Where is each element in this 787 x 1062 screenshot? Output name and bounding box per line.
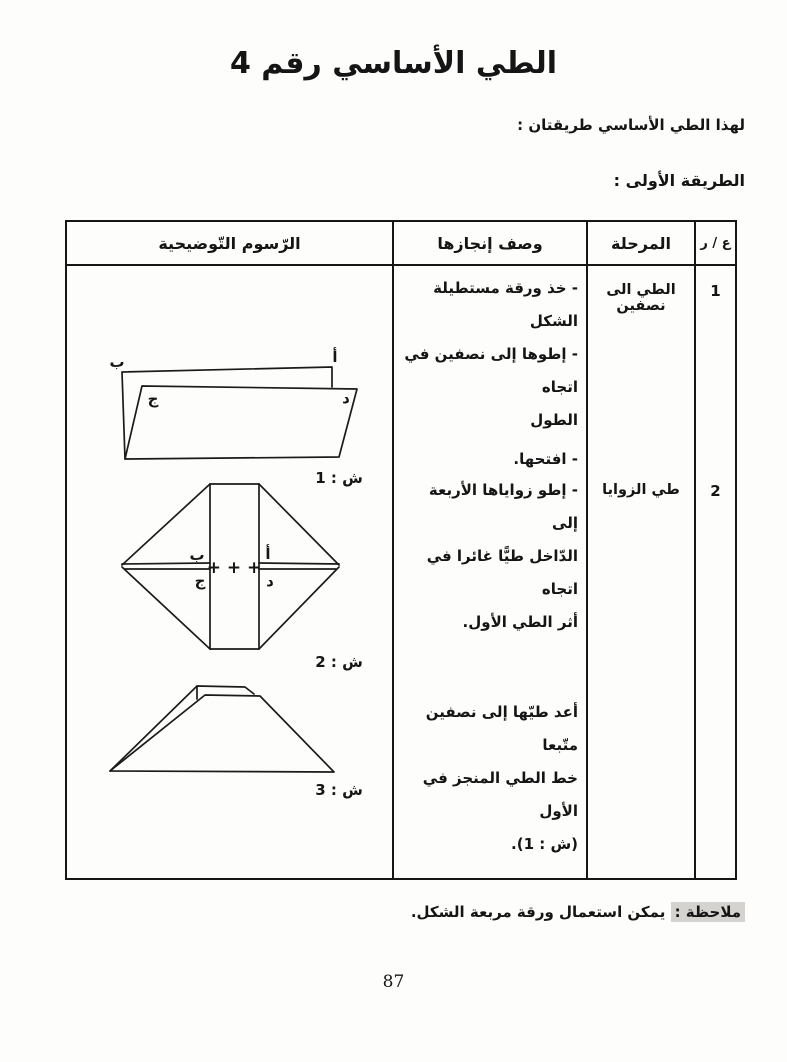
fig2-label-d: د [266, 572, 274, 590]
fig2-label-b: ب [189, 546, 205, 564]
drawings-column [67, 266, 392, 878]
fig2-plus-marks: + + + [206, 558, 262, 578]
fig1-label-a: أ [332, 348, 338, 366]
description-line: خط الطي المنجز في الأول [422, 769, 578, 820]
fold-steps-table [65, 220, 737, 880]
table-body [67, 266, 735, 878]
index-column [694, 266, 735, 878]
figure-2-corners-folded [122, 484, 363, 671]
description-column [392, 266, 586, 878]
description-line: - إطوها إلى نصفين في اتجاه [404, 345, 578, 396]
header-drawings: الرّسوم التّوضيحية [158, 233, 301, 253]
fig1-label-b: ب [109, 353, 125, 371]
fig2-label-a: أ [265, 545, 271, 563]
method-heading: الطريقة الأولى : [613, 171, 745, 190]
description-line: (ش : 1). [511, 835, 578, 853]
footnote [411, 903, 745, 921]
fig2-label-j: ج [194, 572, 206, 590]
description-line: - افتحها. [513, 450, 578, 468]
figure-3-refolded-sheet [110, 686, 363, 799]
fig2-caption: ش : 2 [315, 653, 363, 671]
page-number: 87 [382, 972, 405, 992]
stage-2-label: طي الزوايا [602, 482, 680, 498]
fold-diagrams [77, 266, 392, 881]
header-description: وصف إنجازها [392, 222, 586, 264]
stage-1-label: الطي الى نصفين [606, 282, 676, 314]
description-line: الطول [530, 411, 578, 429]
description-step-3 [402, 696, 578, 861]
header-stage: المرحلة [586, 222, 694, 264]
fig1-label-j: ج [147, 390, 159, 408]
figure-1-folded-sheet [109, 347, 362, 487]
step-number-1: 1 [710, 282, 721, 300]
description-line: الدّاخل طيًّا غائرا في اتجاه [426, 547, 578, 598]
fig1-caption: ش : 1 [315, 469, 363, 487]
step-number-2: 2 [710, 482, 721, 500]
fig1-label-d: د [342, 389, 350, 407]
header-index: ع / ر [694, 222, 735, 264]
description-line: أعد طيّها إلى نصفين متّبعا [425, 703, 578, 754]
description-step-1 [402, 272, 578, 476]
description-line: - إطو زواياها الأربعة إلى [428, 481, 578, 532]
table-header-row [67, 222, 735, 266]
page-title: الطي الأساسي رقم 4 [229, 46, 557, 81]
description-step-2 [402, 474, 578, 639]
footnote-label: ملاحظة : [671, 902, 745, 922]
stage-column [586, 266, 694, 878]
intro-text: لهذا الطي الأساسي طريقتان : [517, 116, 745, 134]
footnote-text: يمكن استعمال ورقة مربعة الشكل. [410, 903, 666, 921]
description-line: - خذ ورقة مستطيلة الشكل [433, 279, 578, 330]
fig3-caption: ش : 3 [315, 781, 363, 799]
description-line: أثر الطي الأول. [462, 613, 578, 631]
